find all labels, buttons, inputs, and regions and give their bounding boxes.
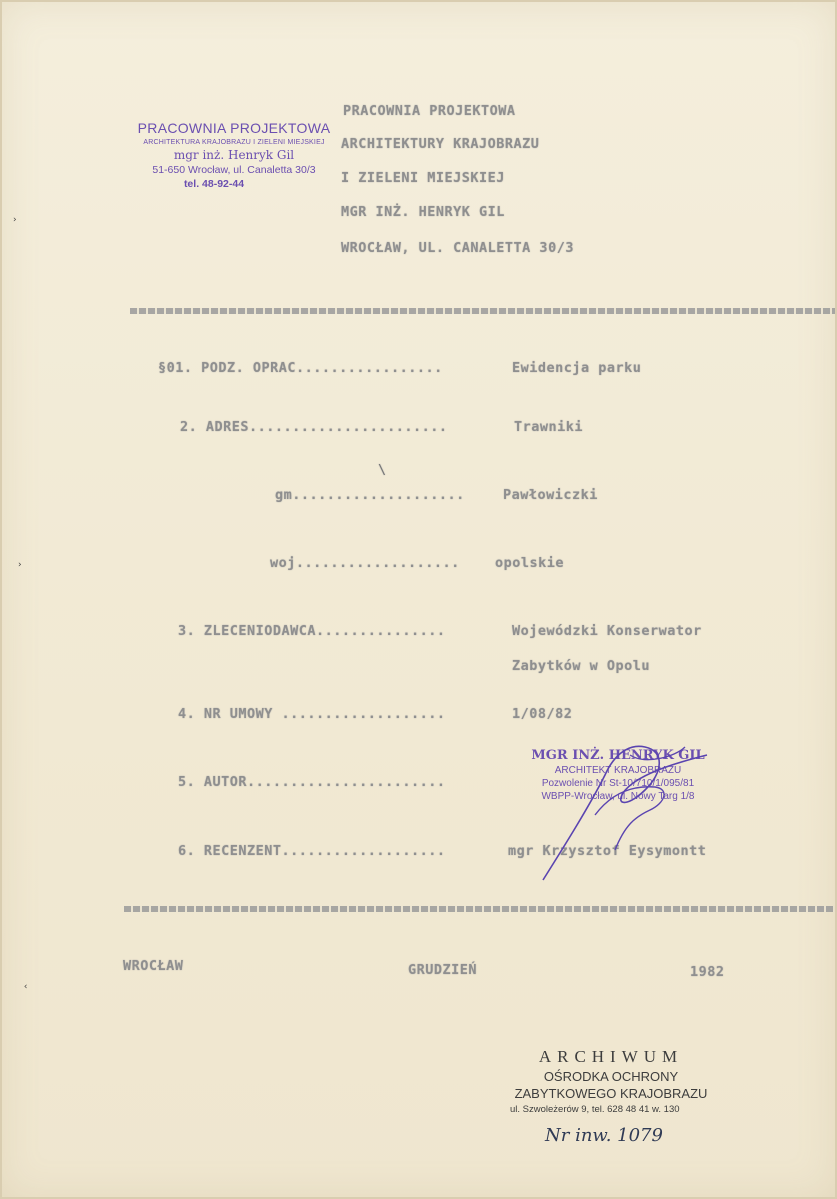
field-6-label: 6. RECENZENT................... <box>178 843 446 859</box>
stamp-line-4: 51-650 Wrocław, ul. Canaletta 30/3 <box>152 164 316 176</box>
field-2b-label: gm.................... <box>275 487 465 503</box>
edge-mark: ‹ <box>23 982 29 992</box>
header-line-3: I ZIELENI MIEJSKIEJ <box>341 170 505 186</box>
header-line-5: WROCŁAW, UL. CANALETTA 30/3 <box>341 240 574 256</box>
bottom-divider <box>124 906 834 912</box>
archive-stamp <box>500 1047 722 1115</box>
header-line-4: MGR INŻ. HENRYK GIL <box>341 204 505 220</box>
stamp-line-1: PRACOWNIA PROJEKTOWA <box>137 120 331 136</box>
author-stamp-line-2: ARCHITEKT KRAJOBRAZU <box>554 765 682 776</box>
field-4-value: 1/08/82 <box>512 706 573 722</box>
field-5-label: 5. AUTOR....................... <box>178 774 446 790</box>
field-1-label: §01. PODZ. OPRAC................. <box>158 360 443 376</box>
archive-line-2: OŚRODKA OCHRONY <box>543 1069 679 1084</box>
field-3-value: Wojewódzki Konserwator <box>512 623 702 639</box>
studio-stamp <box>128 120 340 190</box>
author-stamp-line-1: MGR INŻ. HENRYK GIL <box>531 748 705 763</box>
field-2-label: 2. ADRES....................... <box>180 419 448 435</box>
archive-line-4: ul. Szwoleżerów 9, tel. 628 48 41 w. 130 <box>510 1104 680 1115</box>
field-2-value: Trawniki <box>514 419 584 435</box>
author-stamp-line-3: Pozwolenie Nr St-10/710/1/095/81 <box>541 778 695 789</box>
signature <box>535 735 715 885</box>
footer-year: 1982 <box>690 964 725 980</box>
stray-mark: \ <box>378 462 387 478</box>
field-2c-value: opolskie <box>495 555 565 571</box>
stamp-line-3: mgr inż. Henryk Gil <box>173 148 295 162</box>
edge-mark: › <box>12 215 18 225</box>
footer-month: GRUDZIEŃ <box>408 962 478 978</box>
field-4-label: 4. NR UMOWY ................... <box>178 706 446 722</box>
field-6-value: mgr Krzysztof Eysymontt <box>508 843 707 859</box>
field-2b-value: Pawłowiczki <box>503 487 598 503</box>
header-line-2: ARCHITEKTURY KRAJOBRAZU <box>341 136 540 152</box>
footer-city: WROCŁAW <box>123 958 184 974</box>
stamp-line-2: ARCHITEKTURA KRAJOBRAZU I ZIELENI MIEJSKIEJ <box>143 139 325 146</box>
field-2c-label: woj................... <box>270 555 460 571</box>
field-1-value: Ewidencja parku <box>512 360 642 376</box>
archive-line-1: ARCHIWUM <box>538 1047 684 1066</box>
inventory-number-handwritten: Nr inw. 1079 <box>545 1125 663 1146</box>
field-3-value-2: Zabytków w Opolu <box>512 658 651 674</box>
header-line-1: PRACOWNIA PROJEKTOWA <box>343 103 516 119</box>
archive-line-3: ZABYTKOWEGO KRAJOBRAZU <box>514 1086 708 1101</box>
edge-mark: › <box>17 560 23 570</box>
stamp-line-5: tel. 48-92-44 <box>183 178 245 190</box>
field-3-label: 3. ZLECENIODAWCA............... <box>178 623 446 639</box>
top-divider <box>130 308 835 314</box>
author-stamp-line-4: WBPP-Wrocław, ul. Nowy Targ 1/8 <box>541 791 695 802</box>
